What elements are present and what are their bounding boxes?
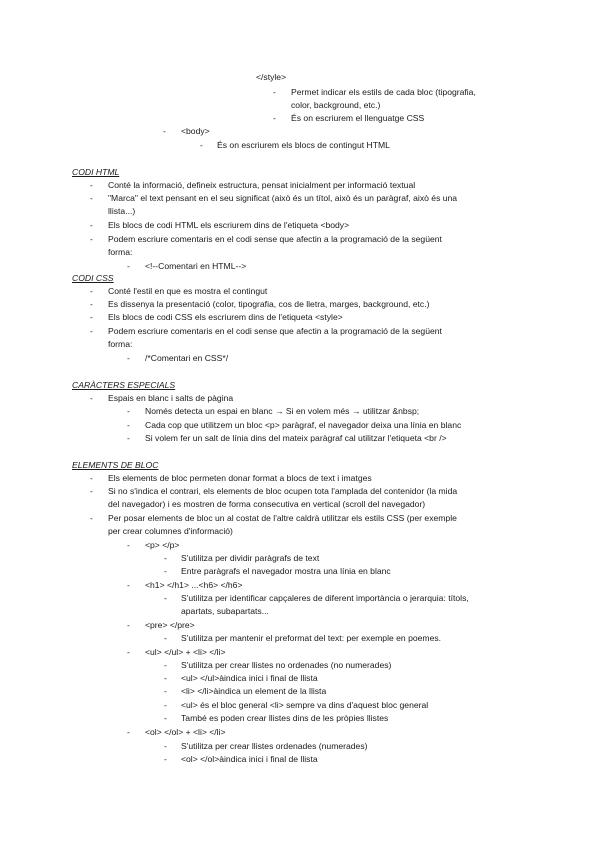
list-bullet: - — [90, 312, 93, 322]
text-line: És on escriurem el llenguatge CSS — [291, 113, 425, 123]
list-bullet: - — [90, 393, 93, 403]
list-bullet: - — [163, 126, 166, 136]
section-heading: CODI CSS — [72, 273, 114, 283]
text-line: S'utilitza per identificar capçaleres de diferent importància o jerarquia: títols, — [181, 593, 469, 603]
list-bullet: - — [90, 486, 93, 496]
list-bullet: - — [127, 353, 130, 363]
list-bullet: - — [127, 727, 130, 737]
list-bullet: - — [164, 713, 167, 723]
section-heading: CODI HTML — [72, 167, 120, 177]
list-bullet: - — [164, 673, 167, 683]
text-line: forma: — [108, 247, 133, 257]
text-line: <ol> </ol> + <li> </li> — [145, 727, 226, 737]
text-line: /*Comentari en CSS*/ — [145, 353, 229, 363]
text-line: forma: — [108, 339, 133, 349]
text-line: <ul> </ul>àindica inici i final de llista — [181, 673, 318, 683]
list-bullet: - — [90, 234, 93, 244]
text-line: S'utilitza per crear llistes ordenades (numerades) — [181, 741, 368, 751]
text-line: Es dissenya la presentació (color, tipografia, cos de lletra, marges, background, etc.) — [108, 299, 430, 309]
text-line: És on escriurem els blocs de contingut HTML — [217, 140, 390, 150]
text-line: Espais en blanc i salts de pàgina — [108, 393, 234, 403]
list-bullet: - — [164, 566, 167, 576]
list-bullet: - — [90, 180, 93, 190]
list-bullet: - — [164, 553, 167, 563]
text-line: <p> </p> — [145, 540, 180, 550]
text-line: Podem escriure comentaris en el codi sense que afectin a la programació de la següent — [108, 234, 442, 244]
list-bullet: - — [164, 754, 167, 764]
text-line: <body> — [181, 126, 210, 136]
list-bullet: - — [127, 647, 130, 657]
list-bullet: - — [127, 580, 130, 590]
text-line: Conté l'estil en que es mostra el contingut — [108, 286, 268, 296]
text-line: S'utilitza per mantenir el preformat del text: per exemple en poemes. — [181, 633, 442, 643]
text-line: S'utilitza per dividir paràgrafs de text — [181, 553, 320, 563]
text-line: També es poden crear llistes dins de les pròpies llistes — [181, 713, 389, 723]
list-bullet: - — [127, 433, 130, 443]
list-bullet: - — [127, 420, 130, 430]
list-bullet: - — [164, 633, 167, 643]
list-bullet: - — [127, 261, 130, 271]
list-bullet: - — [164, 741, 167, 751]
list-bullet: - — [90, 286, 93, 296]
list-bullet: - — [90, 299, 93, 309]
text-line: Podem escriure comentaris en el codi sense que afectin a la programació de la següent — [108, 326, 442, 336]
text-line: <li> </li>àindica un element de la llista — [181, 686, 327, 696]
list-bullet: - — [273, 113, 276, 123]
list-bullet: - — [164, 700, 167, 710]
text-line: apartats, subapartats... — [181, 606, 269, 616]
text-line: "Marca" el text pensant en el seu significat (això és un títol, això és un paràgraf, això és una — [108, 193, 458, 203]
text-line: <ul> </ul> + <li> </li> — [145, 647, 226, 657]
text-line: <h1> </h1> ...<h6> </h6> — [145, 580, 243, 590]
list-bullet: - — [127, 620, 130, 630]
list-bullet: - — [200, 140, 203, 150]
text-line: <ol> </ol>àindica inici i final de llista — [181, 754, 318, 764]
section-heading: ELEMENTS DE BLOC — [72, 460, 159, 470]
text-line: Només detecta un espai en blanc → Si en volem més → utilitzar &nbsp; — [145, 406, 420, 416]
text-line: Conté la informació, defineix estructura, pensat inicialment per informació textual — [108, 180, 416, 190]
list-bullet: - — [90, 220, 93, 230]
text-line: </style> — [256, 72, 287, 82]
list-bullet: - — [90, 326, 93, 336]
text-line: <!--Comentari en HTML--> — [145, 261, 247, 271]
list-bullet: - — [90, 513, 93, 523]
text-line: S'utilitza per crear llistes no ordenades (no numerades) — [181, 660, 392, 670]
list-bullet: - — [164, 686, 167, 696]
list-bullet: - — [127, 406, 130, 416]
list-bullet: - — [90, 473, 93, 483]
text-line: Els blocs de codi CSS els escriurem dins de l'etiqueta <style> — [108, 312, 343, 322]
text-line: llista...) — [108, 206, 136, 216]
text-line: Si volem fer un salt de línia dins del mateix paràgraf cal utilitzar l'etiqueta <br /> — [145, 433, 447, 443]
list-bullet: - — [273, 87, 276, 97]
list-bullet: - — [164, 660, 167, 670]
text-line: Per posar elements de bloc un al costat de l'altre caldrà utilitzar els estils CSS (per exemple — [108, 513, 457, 523]
text-line: <pre> </pre> — [145, 620, 195, 630]
text-line: <ul> és el bloc general <li> sempre va dins d'aquest bloc general — [181, 700, 429, 710]
list-bullet: - — [127, 540, 130, 550]
text-line: del navegador) i es mostren de forma consecutiva en vertical (scroll del navegador) — [108, 499, 426, 509]
list-bullet: - — [90, 193, 93, 203]
text-line: per crear columnes d'informació) — [108, 526, 233, 536]
text-line: Permet indicar els estils de cada bloc (tipografia, — [291, 87, 476, 97]
text-line: Entre paràgrafs el navegador mostra una línia en blanc — [181, 566, 391, 576]
text-line: Els blocs de codi HTML els escriurem dins de l'etiqueta <body> — [108, 220, 350, 230]
list-bullet: - — [164, 593, 167, 603]
text-line: color, background, etc.) — [291, 100, 381, 110]
text-line: Si no s'indica el contrari, els elements de bloc ocupen tota l'amplada del contenidor (la mida — [108, 486, 458, 496]
text-line: Cada cop que utilitzem un bloc <p> paràgraf, el navegador deixa una línia en blanc — [145, 420, 462, 430]
section-heading: CARÀCTERS ESPECIALS — [72, 380, 176, 390]
text-line: Els elements de bloc permeten donar format a blocs de text i imatges — [108, 473, 372, 483]
